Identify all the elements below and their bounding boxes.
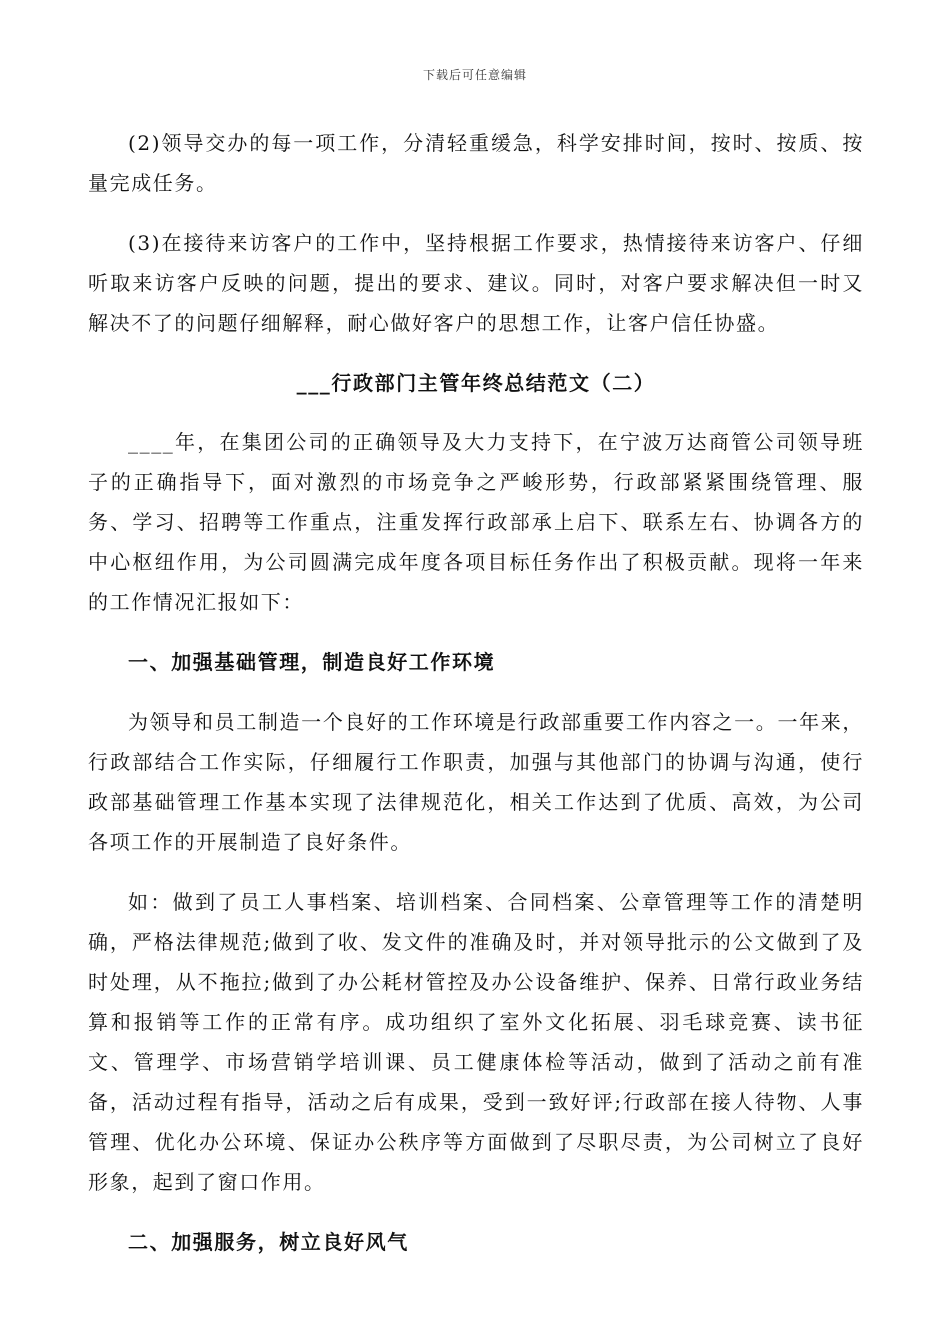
paragraph-item-3: (3)在接待来访客户的工作中，坚持根据工作要求，热情接待来访客户、仔细听取来访客户反映的问题，提出的要求、建议。同时，对客户要求解决但一时又解决不了的问题仔细解释，耐心做好客户的思想工作，让客户信任协盛。 bbox=[88, 231, 864, 335]
document-body bbox=[88, 123, 864, 1282]
heading-service: 二、加强服务，树立良好风气 bbox=[128, 1230, 409, 1254]
intro-paragraph: ____年，在集团公司的正确领导及大力支持下，在宁波万达商管公司领导班子的正确指导下，面对激烈的市场竞争之严峻形势，行政部紧紧围绕管理、服务、学习、招聘等工作重点，注重发挥行政部承上启下、联系左右、协调各方的中心枢纽作用，为公司圆满完成年度各项目标任务作出了积极贡献。现将一年来的工作情况汇报如下： bbox=[88, 430, 864, 614]
paragraph-work-environment: 为领导和员工制造一个良好的工作环境是行政部重要工作内容之一。一年来，行政部结合工作实际，仔细履行工作职责，加强与其他部门的协调与沟通，使行政部基础管理工作基本实现了法律规范化，相关工作达到了优质、高效，为公司各项工作的开展制造了良好条件。 bbox=[88, 710, 864, 854]
heading-basic-management: 一、加强基础管理，制造良好工作环境 bbox=[128, 650, 496, 674]
page-header-note: 下载后可任意编辑 bbox=[422, 68, 527, 82]
paragraph-item-2: (2)领导交办的每一项工作，分清轻重缓急，科学安排时间，按时、按质、按量完成任务。 bbox=[88, 131, 864, 195]
paragraph-examples: 如：做到了员工人事档案、培训档案、合同档案、公章管理等工作的清楚明确，严格法律规范;做到了收、发文件的准确及时，并对领导批示的公文做到了及时处理，从不拖拉;做到了办公耗材管控及办公设备维护、保养、日常行政业务结算和报销等工作的正常有序。成功组织了室外文化拓展、羽毛球竞赛、读书征文、管理学、市场营销学培训课、员工健康体检等活动，做到了活动之前有准备，活动过程有指导，活动之后有成果，受到一致好评;行政部在接人待物、人事管理、优化办公环境、保证办公秩序等方面做到了尽职尽责，为公司树立了良好形象，起到了窗口作用。 bbox=[88, 890, 864, 1194]
section-title: ___行政部门主管年终总结范文（二） bbox=[296, 371, 656, 395]
